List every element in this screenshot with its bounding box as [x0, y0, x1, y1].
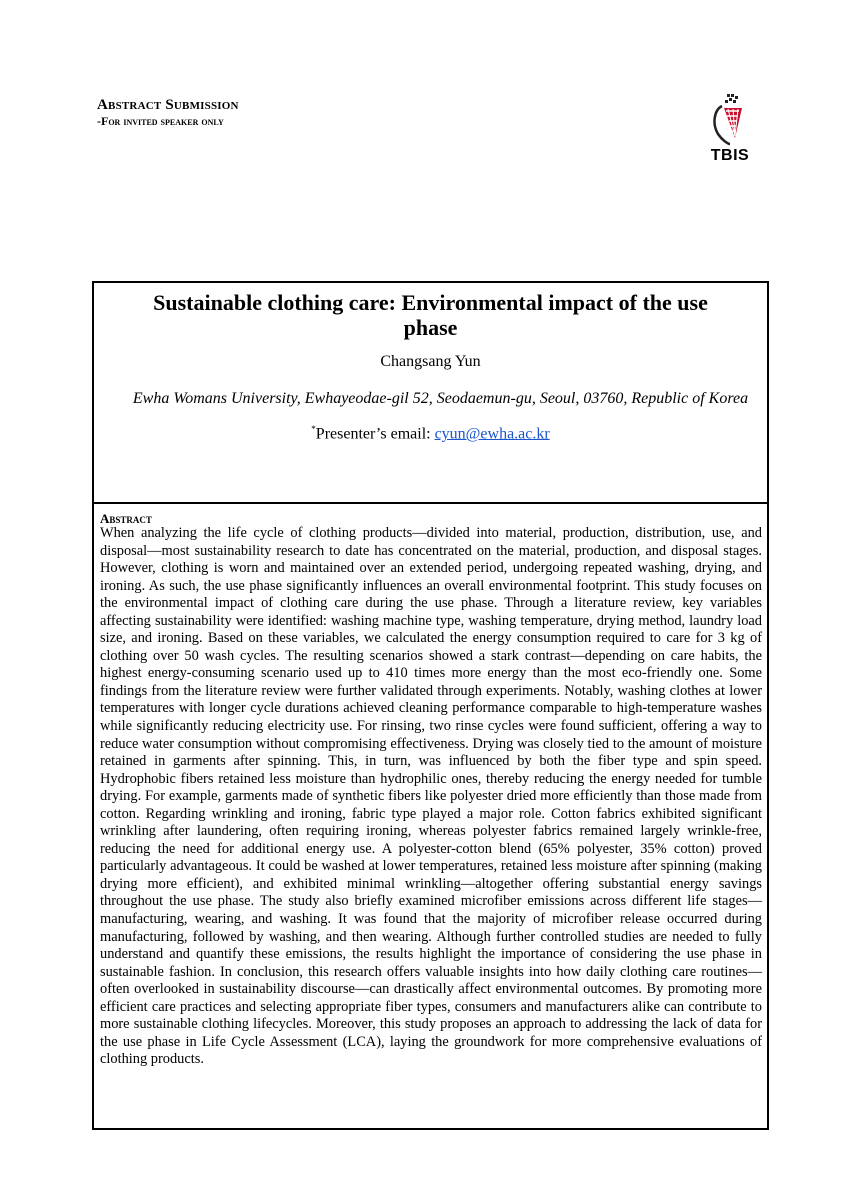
tbis-logo — [700, 92, 760, 172]
logo-text: TBIS — [710, 147, 750, 164]
submission-note: -For invited speaker only — [97, 114, 224, 128]
presenter-email-link[interactable]: cyun@ewha.ac.kr — [434, 425, 550, 443]
submission-title: Abstract Submission — [97, 97, 239, 113]
abstract-heading: Abstract — [100, 511, 152, 526]
affiliation: Ewha Womans University, Ewhayeodae-gil 52, Seodaemun-gu, Seoul, 03760, Republic of Korea — [132, 390, 749, 407]
paper-title: Sustainable clothing care: Environmental impact of the use phase — [153, 290, 708, 340]
presenter-mark: * — [311, 424, 316, 434]
author-name: Changsang Yun — [380, 353, 481, 370]
abstract-section — [94, 504, 767, 1069]
submission-header — [97, 96, 239, 128]
title-block — [94, 290, 767, 504]
presenter-label: Presenter’s email: — [315, 425, 431, 443]
tbis-emblem-icon — [708, 92, 752, 146]
abstract-frame — [92, 281, 769, 1130]
abstract-text: When analyzing the life cycle of clothing products—divided into material, production, distribution, use, and disposal—most sustainability research to date has concentrated on the material, production, and disposal stages. However, clothing is worn and maintained over an extended period, undergoing repeated washing, drying, and ironing. As such, the use phase significantly influences an overall environmental footprint. This study focuses on the environmental impact of clothing care during the use phase. Through a literature review, key variables affecting sustainability were identified: washing machine type, washing temperature, drying method, laundry load size, and ironing. Based on these variables, we calculated the energy consumption required to care for 3 kg of clothing over 50 wash cycles. The resulting scenarios showed a stark contrast—depending on care habits, the highest energy-consuming scenario used up to 410 times more energy than the most eco-friendly one. Some findings from the literature review were further validated through experiments. Notably, washing clothes at lower temperatures with longer cycle durations achieved cleaning performance comparable to high-temperature washes while significantly reducing electricity use. For rinsing, two rinse cycles were found sufficient, offering a way to reduce water consumption without compromising effectiveness. Drying was closely tied to the amount of moisture retained in garments after spinning. This, in turn, was influenced by both the fiber type and spin speed. Hydrophobic fibers retained less moisture than hydrophilic ones, thereby reducing the energy needed for tumble drying. For example, garments made of synthetic fibers like polyester dried more efficiently than those made from cotton. Regarding wrinkling and ironing, fabric type played a major role. Cotton fabrics exhibited significant wrinkling after laundering, often requiring ironing, whereas polyester fabrics remained largely wrinkle-free, reducing the need for additional energy use. A polyester-cotton blend (65% polyester, 35% cotton) proved particularly advantageous. It could be washed at lower temperatures, retained less moisture after spinning (making drying more efficient), and exhibited minimal wrinkling—altogether offering substantial energy savings throughout the use phase. The study also briefly examined microfiber emissions across different life stages—manufacturing, wearing, and washing. It was found that the majority of microfiber release occurred during manufacturing, followed by washing, and then wearing. Although further controlled studies are needed to fully understand and quantify these emissions, the results highlight the importance of considering the use phase in sustainable fashion. In conclusion, this research offers valuable insights into how daily clothing care routines—often overlooked in sustainability discourse—can drastically affect environmental outcomes. By promoting more efficient care practices and selecting appropriate fiber types, consumers and manufacturers alike can contribute to more sustainable clothing lifecycles. Moreover, this study proposes an approach to addressing the lack of data for the use phase in Life Cycle Assessment (LCA), laying the groundwork for more comprehensive evaluations of clothing products. — [100, 525, 762, 1068]
presenter-line — [94, 424, 767, 443]
